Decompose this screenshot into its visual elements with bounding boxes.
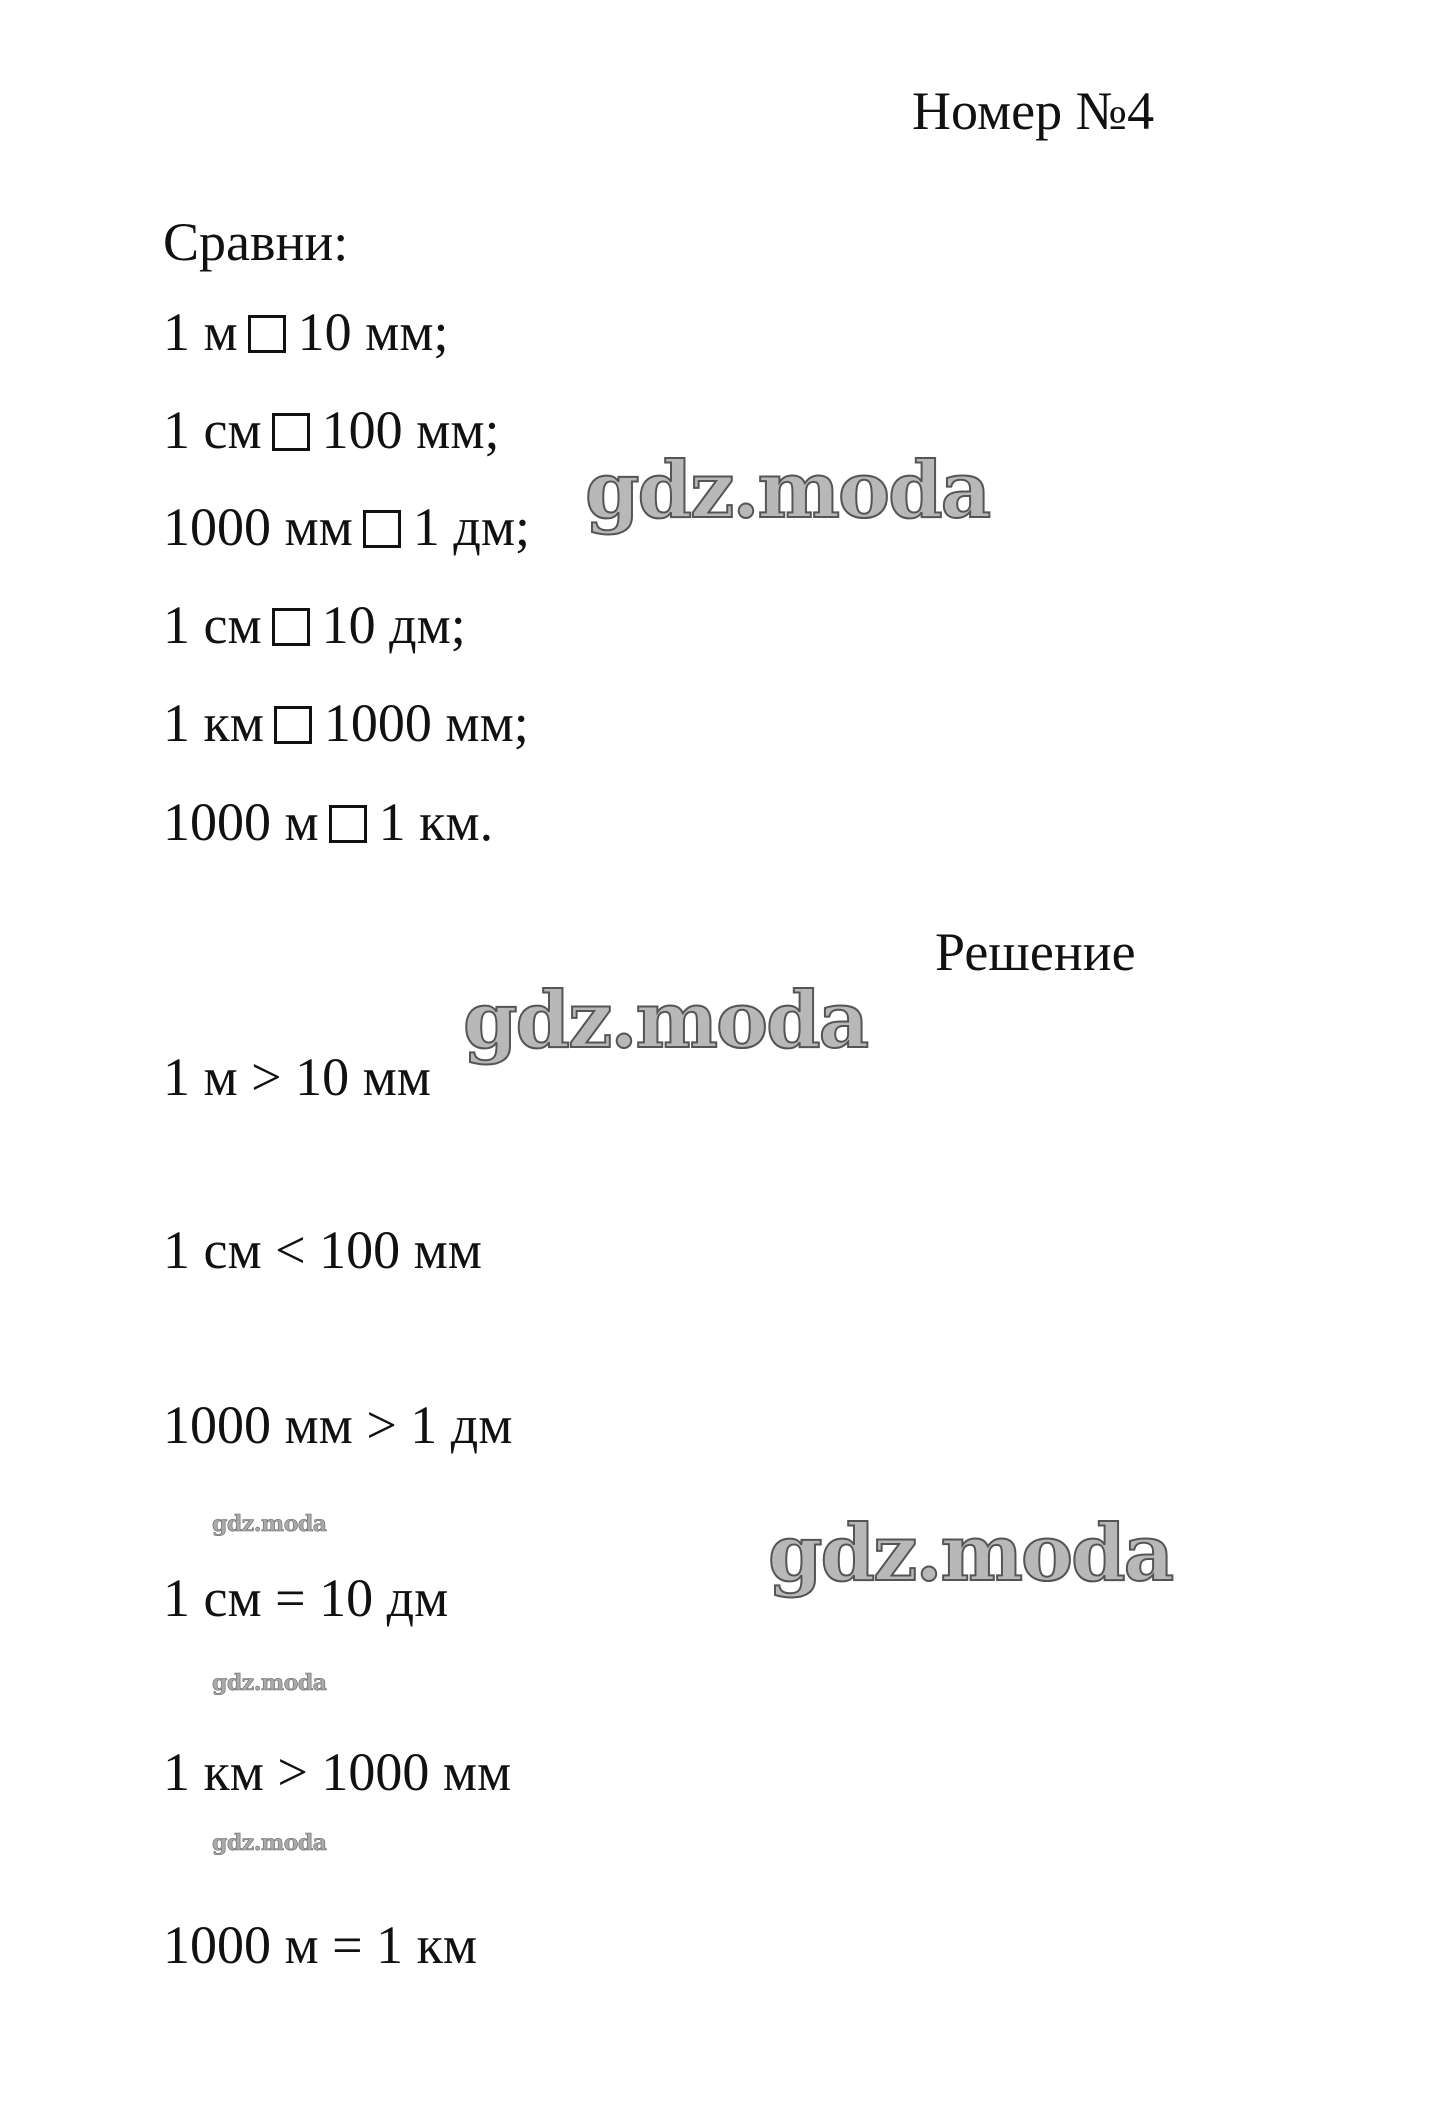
answer-box: [329, 805, 367, 843]
task-item-right: 1 дм;: [412, 497, 530, 557]
answer-box: [248, 315, 286, 353]
watermark-logo: gdz.moda: [768, 1508, 1173, 1599]
solution-heading: Решение: [935, 922, 1136, 982]
solution-line: 1 км > 1000 мм: [163, 1742, 512, 1802]
answer-box: [272, 608, 310, 646]
task-item-left: 1000 м: [163, 792, 319, 852]
task-item-right: 10 дм;: [321, 595, 466, 655]
watermark-logo: gdz.moda: [212, 1830, 327, 1856]
task-item-right: 1 км.: [378, 792, 494, 852]
watermark-logo: gdz.moda: [212, 1670, 327, 1696]
task-item: [163, 792, 494, 852]
task-item: [163, 497, 530, 557]
answer-box: [274, 706, 312, 744]
task-item-left: 1 км: [163, 693, 264, 753]
task-item-right: 10 мм;: [297, 302, 449, 362]
solution-line: 1000 м = 1 км: [163, 1915, 478, 1975]
task-item: [163, 595, 466, 655]
task-item: [163, 302, 449, 362]
solution-line: 1 м > 10 мм: [163, 1047, 431, 1107]
task-item-left: 1 см: [163, 595, 262, 655]
answer-box: [363, 510, 401, 548]
task-item-right: 1000 мм;: [323, 693, 529, 753]
task-prompt: Сравни:: [163, 212, 349, 272]
watermark-logo: gdz.moda: [585, 445, 990, 536]
solution-line: 1 см < 100 мм: [163, 1220, 482, 1280]
task-item-left: 1 м: [163, 302, 238, 362]
task-item-left: 1000 мм: [163, 497, 353, 557]
task-item: [163, 693, 529, 753]
answer-box: [272, 413, 310, 451]
page-title: Номер №4: [912, 81, 1155, 141]
task-item-left: 1 см: [163, 400, 262, 460]
task-item-right: 100 мм;: [321, 400, 500, 460]
watermark-logo: gdz.moda: [212, 1511, 327, 1537]
solution-line: 1 см = 10 дм: [163, 1568, 449, 1628]
task-item: [163, 400, 500, 460]
solution-line: 1000 мм > 1 дм: [163, 1395, 513, 1455]
watermark-logo: gdz.moda: [463, 975, 868, 1066]
